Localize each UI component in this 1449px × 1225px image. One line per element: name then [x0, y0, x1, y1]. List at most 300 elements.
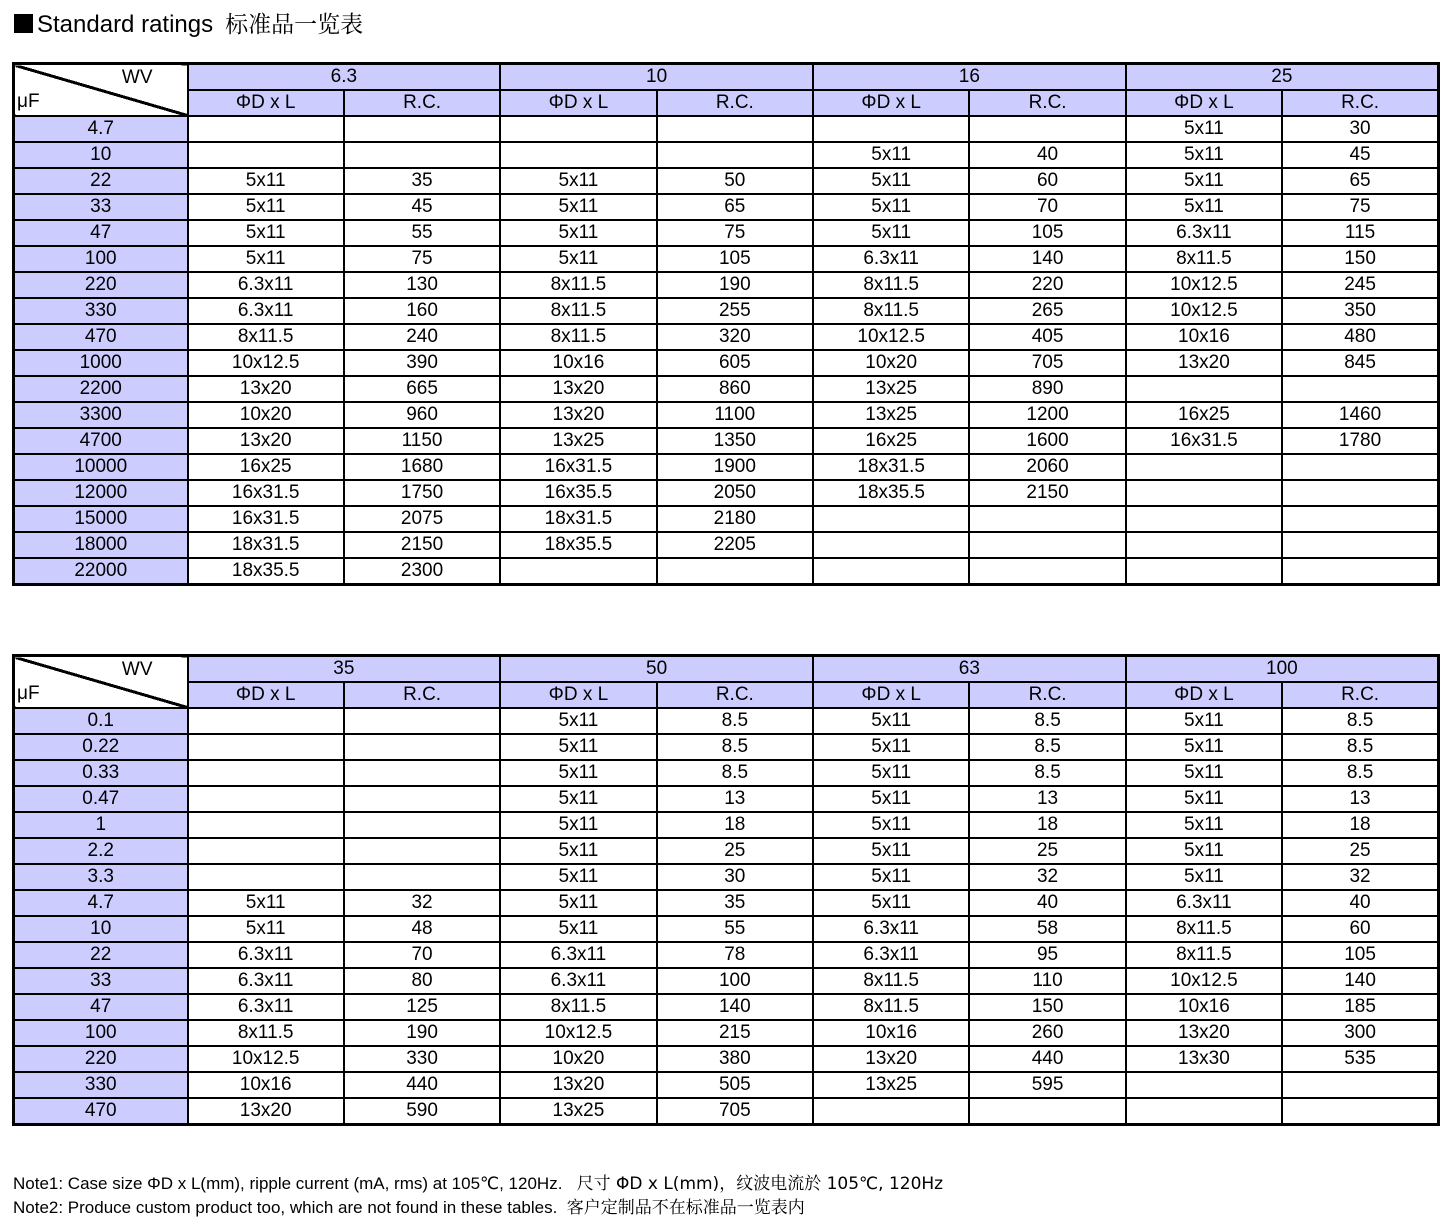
- case-size-cell: 10x12.5: [500, 1020, 656, 1046]
- ripple-current-cell: 32: [344, 890, 500, 916]
- rc-header: R.C.: [344, 90, 500, 116]
- case-size-cell: 6.3x11: [188, 968, 344, 994]
- case-size-cell: 6.3x11: [813, 916, 969, 942]
- note-1-chinese: 尺寸 ΦD x L(mm)，纹波电流於 105℃, 120Hz: [576, 1174, 944, 1194]
- capacitance-cell: 330: [14, 1072, 188, 1098]
- ripple-current-cell: 215: [657, 1020, 813, 1046]
- case-size-cell: 8x11.5: [813, 968, 969, 994]
- ripple-current-cell: 80: [344, 968, 500, 994]
- ripple-current-cell: [969, 1098, 1125, 1125]
- ripple-current-cell: 890: [969, 376, 1125, 402]
- size-header: ΦD x L: [188, 90, 344, 116]
- case-size-cell: 5x11: [1126, 838, 1282, 864]
- ripple-current-cell: 8.5: [657, 708, 813, 734]
- capacitance-cell: 18000: [14, 532, 188, 558]
- table-row: [14, 168, 1439, 194]
- case-size-cell: [813, 532, 969, 558]
- ripple-current-cell: [969, 558, 1125, 585]
- table-row: [14, 142, 1439, 168]
- ripple-current-cell: 1900: [657, 454, 813, 480]
- ripple-current-cell: 2180: [657, 506, 813, 532]
- capacitance-cell: 22: [14, 168, 188, 194]
- case-size-cell: 10x16: [500, 350, 656, 376]
- ripple-current-cell: 60: [1282, 916, 1438, 942]
- case-size-cell: 8x11.5: [813, 994, 969, 1020]
- ripple-current-cell: [344, 786, 500, 812]
- table-row: [14, 324, 1439, 350]
- case-size-cell: 5x11: [500, 168, 656, 194]
- ripple-current-cell: 705: [657, 1098, 813, 1125]
- ripple-current-cell: 1150: [344, 428, 500, 454]
- ripple-current-cell: 105: [657, 246, 813, 272]
- case-size-cell: 5x11: [813, 838, 969, 864]
- case-size-cell: 16x25: [813, 428, 969, 454]
- size-header: ΦD x L: [500, 90, 656, 116]
- case-size-cell: 5x11: [500, 916, 656, 942]
- wv-label: WV: [121, 659, 153, 680]
- ripple-current-cell: [1282, 454, 1438, 480]
- case-size-cell: 13x20: [500, 1072, 656, 1098]
- ripple-current-cell: 8.5: [969, 760, 1125, 786]
- case-size-cell: 6.3x11: [1126, 890, 1282, 916]
- case-size-cell: 18x35.5: [813, 480, 969, 506]
- rc-header: R.C.: [657, 90, 813, 116]
- ripple-current-cell: [1282, 376, 1438, 402]
- case-size-cell: [188, 708, 344, 734]
- ripple-current-cell: 65: [1282, 168, 1438, 194]
- table-row: [14, 506, 1439, 532]
- ripple-current-cell: [344, 142, 500, 168]
- case-size-cell: 16x31.5: [500, 454, 656, 480]
- capacitance-cell: 0.1: [14, 708, 188, 734]
- size-header: ΦD x L: [813, 682, 969, 708]
- case-size-cell: 8x11.5: [813, 272, 969, 298]
- note-1: [13, 1173, 943, 1195]
- ripple-current-cell: 190: [657, 272, 813, 298]
- ripple-current-cell: 110: [969, 968, 1125, 994]
- case-size-cell: 5x11: [1126, 168, 1282, 194]
- case-size-cell: 5x11: [500, 734, 656, 760]
- rc-header: R.C.: [969, 682, 1125, 708]
- capacitance-cell: 3300: [14, 402, 188, 428]
- case-size-cell: 5x11: [188, 890, 344, 916]
- case-size-cell: [188, 760, 344, 786]
- page-title: [14, 8, 363, 42]
- ripple-current-cell: 2150: [344, 532, 500, 558]
- case-size-cell: 13x20: [1126, 350, 1282, 376]
- ripple-current-cell: 55: [657, 916, 813, 942]
- table-row: [14, 480, 1439, 506]
- ripple-current-cell: 58: [969, 916, 1125, 942]
- ripple-current-cell: 60: [969, 168, 1125, 194]
- rc-header: R.C.: [344, 682, 500, 708]
- case-size-cell: 6.3x11: [813, 942, 969, 968]
- case-size-cell: 6.3x11: [188, 272, 344, 298]
- case-size-cell: 5x11: [813, 760, 969, 786]
- case-size-cell: [500, 116, 656, 142]
- case-size-cell: 5x11: [500, 812, 656, 838]
- ripple-current-cell: 140: [657, 994, 813, 1020]
- case-size-cell: [1126, 454, 1282, 480]
- case-size-cell: 13x25: [813, 402, 969, 428]
- table-row: [14, 532, 1439, 558]
- ripple-current-cell: 1600: [969, 428, 1125, 454]
- case-size-cell: 13x20: [188, 376, 344, 402]
- capacitance-cell: 4.7: [14, 116, 188, 142]
- size-header: ΦD x L: [813, 90, 969, 116]
- title-chinese: 标准品一览表: [225, 12, 364, 38]
- ripple-current-cell: 220: [969, 272, 1125, 298]
- capacitance-cell: 2200: [14, 376, 188, 402]
- ripple-current-cell: 535: [1282, 1046, 1438, 1072]
- case-size-cell: 5x11: [500, 838, 656, 864]
- table-row: [14, 708, 1439, 734]
- ripple-current-cell: [657, 116, 813, 142]
- case-size-cell: [1126, 1072, 1282, 1098]
- voltage-header: 35: [188, 656, 501, 683]
- ripple-current-cell: 40: [969, 142, 1125, 168]
- ripple-current-cell: [657, 142, 813, 168]
- case-size-cell: 18x35.5: [188, 558, 344, 585]
- ripple-current-cell: [1282, 1098, 1438, 1125]
- case-size-cell: [1126, 506, 1282, 532]
- ripple-current-cell: 1780: [1282, 428, 1438, 454]
- table-row: [14, 428, 1439, 454]
- table-row: [14, 558, 1439, 585]
- case-size-cell: [500, 142, 656, 168]
- case-size-cell: [188, 786, 344, 812]
- capacitance-cell: 100: [14, 1020, 188, 1046]
- case-size-cell: 10x12.5: [188, 350, 344, 376]
- table-row: [14, 116, 1439, 142]
- ripple-current-cell: 140: [1282, 968, 1438, 994]
- capacitance-cell: 10000: [14, 454, 188, 480]
- case-size-cell: 6.3x11: [1126, 220, 1282, 246]
- ripple-current-cell: 25: [1282, 838, 1438, 864]
- ripple-current-cell: 260: [969, 1020, 1125, 1046]
- ripple-current-cell: 75: [657, 220, 813, 246]
- table-row: [14, 942, 1439, 968]
- case-size-cell: 5x11: [500, 708, 656, 734]
- ripple-current-cell: [344, 708, 500, 734]
- case-size-cell: [188, 142, 344, 168]
- case-size-cell: 10x12.5: [1126, 272, 1282, 298]
- case-size-cell: 13x30: [1126, 1046, 1282, 1072]
- ripple-current-cell: [969, 506, 1125, 532]
- ripple-current-cell: 140: [969, 246, 1125, 272]
- ripple-current-cell: 150: [1282, 246, 1438, 272]
- table-row: [14, 350, 1439, 376]
- case-size-cell: 8x11.5: [188, 324, 344, 350]
- ripple-current-cell: 350: [1282, 298, 1438, 324]
- case-size-cell: 13x20: [500, 376, 656, 402]
- ripple-current-cell: 8.5: [657, 734, 813, 760]
- uf-label: μF: [17, 683, 40, 704]
- capacitance-cell: 10: [14, 916, 188, 942]
- ripple-current-cell: [1282, 532, 1438, 558]
- capacitance-cell: 470: [14, 1098, 188, 1125]
- table-row: [14, 1072, 1439, 1098]
- ripple-current-cell: 125: [344, 994, 500, 1020]
- case-size-cell: 5x11: [188, 246, 344, 272]
- ripple-current-cell: 35: [344, 168, 500, 194]
- case-size-cell: [188, 864, 344, 890]
- table-row: [14, 454, 1439, 480]
- ripple-current-cell: 30: [1282, 116, 1438, 142]
- case-size-cell: 6.3x11: [813, 246, 969, 272]
- ripple-current-cell: 860: [657, 376, 813, 402]
- ripple-current-cell: 1750: [344, 480, 500, 506]
- table-row: [14, 194, 1439, 220]
- case-size-cell: 5x11: [813, 142, 969, 168]
- ripple-current-cell: [344, 760, 500, 786]
- case-size-cell: [1126, 376, 1282, 402]
- ripple-current-cell: 1200: [969, 402, 1125, 428]
- capacitance-cell: 15000: [14, 506, 188, 532]
- capacitance-cell: 220: [14, 272, 188, 298]
- case-size-cell: 5x11: [813, 220, 969, 246]
- ripple-current-cell: 32: [1282, 864, 1438, 890]
- ripple-current-cell: [344, 838, 500, 864]
- case-size-cell: 13x20: [188, 428, 344, 454]
- ripple-current-cell: 8.5: [657, 760, 813, 786]
- ripple-current-cell: [657, 558, 813, 585]
- case-size-cell: [500, 558, 656, 585]
- ripple-current-cell: 18: [1282, 812, 1438, 838]
- ripple-current-cell: 18: [969, 812, 1125, 838]
- size-header: ΦD x L: [1126, 682, 1282, 708]
- case-size-cell: 5x11: [1126, 812, 1282, 838]
- case-size-cell: 8x11.5: [500, 994, 656, 1020]
- capacitance-cell: 12000: [14, 480, 188, 506]
- ripple-current-cell: 25: [969, 838, 1125, 864]
- note-2-english: Note2: Produce custom product too, which are not found in these tables.: [13, 1198, 558, 1217]
- case-size-cell: 13x25: [813, 1072, 969, 1098]
- ripple-current-cell: 255: [657, 298, 813, 324]
- ripple-current-cell: 8.5: [1282, 734, 1438, 760]
- rc-header: R.C.: [1282, 90, 1438, 116]
- case-size-cell: 10x12.5: [813, 324, 969, 350]
- ratings-table-low-voltage: [12, 62, 1440, 586]
- ripple-current-cell: 185: [1282, 994, 1438, 1020]
- size-header: ΦD x L: [500, 682, 656, 708]
- case-size-cell: [813, 1098, 969, 1125]
- ripple-current-cell: 40: [969, 890, 1125, 916]
- case-size-cell: 18x35.5: [500, 532, 656, 558]
- case-size-cell: 5x11: [1126, 116, 1282, 142]
- ripple-current-cell: 2150: [969, 480, 1125, 506]
- ripple-current-cell: 1460: [1282, 402, 1438, 428]
- case-size-cell: [188, 734, 344, 760]
- case-size-cell: 16x25: [1126, 402, 1282, 428]
- ripple-current-cell: 2205: [657, 532, 813, 558]
- case-size-cell: [1126, 558, 1282, 585]
- ratings-table-high-voltage: [12, 654, 1440, 1126]
- rc-header: R.C.: [1282, 682, 1438, 708]
- case-size-cell: 10x12.5: [1126, 298, 1282, 324]
- uf-label: μF: [17, 91, 40, 112]
- capacitance-cell: 470: [14, 324, 188, 350]
- ripple-current-cell: 380: [657, 1046, 813, 1072]
- case-size-cell: 5x11: [813, 786, 969, 812]
- case-size-cell: 5x11: [813, 168, 969, 194]
- ripple-current-cell: 70: [969, 194, 1125, 220]
- ripple-current-cell: 320: [657, 324, 813, 350]
- case-size-cell: 5x11: [1126, 194, 1282, 220]
- ripple-current-cell: 440: [344, 1072, 500, 1098]
- case-size-cell: 5x11: [500, 864, 656, 890]
- rc-header: R.C.: [657, 682, 813, 708]
- table-row: [14, 994, 1439, 1020]
- case-size-cell: [188, 838, 344, 864]
- title-english: Standard ratings: [37, 11, 214, 38]
- capacitance-cell: 33: [14, 968, 188, 994]
- ripple-current-cell: [969, 532, 1125, 558]
- table-row: [14, 1020, 1439, 1046]
- ripple-current-cell: 13: [657, 786, 813, 812]
- capacitance-cell: 4700: [14, 428, 188, 454]
- note-2: [13, 1197, 805, 1219]
- ripple-current-cell: 13: [1282, 786, 1438, 812]
- ripple-current-cell: 2050: [657, 480, 813, 506]
- voltage-header: 16: [813, 64, 1126, 91]
- size-header: ΦD x L: [1126, 90, 1282, 116]
- corner-wv-uf-cell: [14, 64, 188, 117]
- voltage-header: 50: [500, 656, 813, 683]
- ripple-current-cell: 265: [969, 298, 1125, 324]
- ripple-current-cell: 480: [1282, 324, 1438, 350]
- case-size-cell: 8x11.5: [500, 324, 656, 350]
- table-row: [14, 916, 1439, 942]
- case-size-cell: 8x11.5: [500, 272, 656, 298]
- ripple-current-cell: 40: [1282, 890, 1438, 916]
- capacitance-cell: 0.22: [14, 734, 188, 760]
- capacitance-cell: 100: [14, 246, 188, 272]
- ripple-current-cell: [1282, 480, 1438, 506]
- voltage-header: 100: [1126, 656, 1439, 683]
- ripple-current-cell: 390: [344, 350, 500, 376]
- ripple-current-cell: 8.5: [969, 708, 1125, 734]
- ripple-current-cell: 105: [1282, 942, 1438, 968]
- size-header: ΦD x L: [188, 682, 344, 708]
- table-row: [14, 402, 1439, 428]
- ripple-current-cell: 330: [344, 1046, 500, 1072]
- case-size-cell: 10x20: [813, 350, 969, 376]
- capacitance-cell: 47: [14, 220, 188, 246]
- case-size-cell: [813, 506, 969, 532]
- case-size-cell: 5x11: [813, 812, 969, 838]
- ripple-current-cell: 45: [1282, 142, 1438, 168]
- ripple-current-cell: [344, 812, 500, 838]
- ripple-current-cell: 505: [657, 1072, 813, 1098]
- case-size-cell: 5x11: [813, 864, 969, 890]
- ripple-current-cell: 705: [969, 350, 1125, 376]
- corner-wv-uf-cell: [14, 656, 188, 709]
- case-size-cell: [1126, 532, 1282, 558]
- case-size-cell: 16x35.5: [500, 480, 656, 506]
- case-size-cell: 8x11.5: [813, 298, 969, 324]
- wv-label: WV: [121, 67, 153, 88]
- case-size-cell: 5x11: [813, 194, 969, 220]
- ripple-current-cell: 440: [969, 1046, 1125, 1072]
- case-size-cell: 13x25: [500, 428, 656, 454]
- table-row: [14, 272, 1439, 298]
- case-size-cell: 13x25: [500, 1098, 656, 1125]
- case-size-cell: 5x11: [500, 246, 656, 272]
- table-row: [14, 968, 1439, 994]
- case-size-cell: 5x11: [1126, 864, 1282, 890]
- case-size-cell: [813, 116, 969, 142]
- case-size-cell: 5x11: [500, 890, 656, 916]
- case-size-cell: 5x11: [1126, 760, 1282, 786]
- capacitance-cell: 330: [14, 298, 188, 324]
- ripple-current-cell: 130: [344, 272, 500, 298]
- ripple-current-cell: 100: [657, 968, 813, 994]
- ripple-current-cell: 35: [657, 890, 813, 916]
- case-size-cell: 5x11: [500, 220, 656, 246]
- ripple-current-cell: [344, 734, 500, 760]
- capacitance-cell: 10: [14, 142, 188, 168]
- ripple-current-cell: 8.5: [969, 734, 1125, 760]
- case-size-cell: [188, 116, 344, 142]
- table-row: [14, 760, 1439, 786]
- case-size-cell: 5x11: [500, 194, 656, 220]
- ripple-current-cell: [344, 864, 500, 890]
- case-size-cell: 10x16: [1126, 994, 1282, 1020]
- case-size-cell: 5x11: [500, 786, 656, 812]
- ripple-current-cell: 75: [344, 246, 500, 272]
- case-size-cell: 5x11: [1126, 786, 1282, 812]
- case-size-cell: 10x12.5: [1126, 968, 1282, 994]
- case-size-cell: 5x11: [188, 194, 344, 220]
- case-size-cell: 10x16: [813, 1020, 969, 1046]
- ripple-current-cell: 25: [657, 838, 813, 864]
- case-size-cell: 18x31.5: [188, 532, 344, 558]
- case-size-cell: 6.3x11: [500, 942, 656, 968]
- case-size-cell: 16x25: [188, 454, 344, 480]
- case-size-cell: 5x11: [188, 220, 344, 246]
- case-size-cell: 10x16: [188, 1072, 344, 1098]
- table-row: [14, 246, 1439, 272]
- note-2-chinese: 客户定制品不在标准品一览表内: [566, 1198, 805, 1218]
- case-size-cell: [1126, 1098, 1282, 1125]
- ripple-current-cell: 8.5: [1282, 760, 1438, 786]
- ripple-current-cell: 190: [344, 1020, 500, 1046]
- rc-header: R.C.: [969, 90, 1125, 116]
- table-row: [14, 298, 1439, 324]
- ripple-current-cell: 30: [657, 864, 813, 890]
- ripple-current-cell: 8.5: [1282, 708, 1438, 734]
- ripple-current-cell: 160: [344, 298, 500, 324]
- case-size-cell: 6.3x11: [188, 994, 344, 1020]
- ripple-current-cell: 605: [657, 350, 813, 376]
- ripple-current-cell: [1282, 558, 1438, 585]
- ripple-current-cell: 78: [657, 942, 813, 968]
- ripple-current-cell: 18: [657, 812, 813, 838]
- table-row: [14, 1098, 1439, 1125]
- black-square-icon: [14, 14, 33, 33]
- ripple-current-cell: 95: [969, 942, 1125, 968]
- ripple-current-cell: 48: [344, 916, 500, 942]
- case-size-cell: 8x11.5: [1126, 246, 1282, 272]
- ripple-current-cell: 960: [344, 402, 500, 428]
- case-size-cell: 10x16: [1126, 324, 1282, 350]
- table-row: [14, 376, 1439, 402]
- case-size-cell: 6.3x11: [188, 942, 344, 968]
- ripple-current-cell: 2075: [344, 506, 500, 532]
- ripple-current-cell: 1100: [657, 402, 813, 428]
- capacitance-cell: 1000: [14, 350, 188, 376]
